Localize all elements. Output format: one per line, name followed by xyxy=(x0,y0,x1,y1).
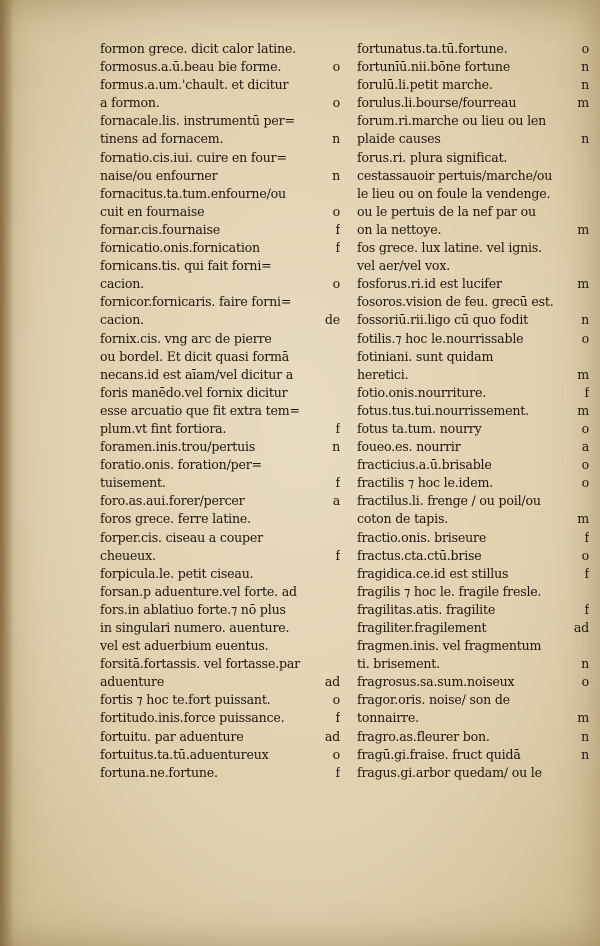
line-text: fragū.gi.fraise. fruct quidā xyxy=(357,746,521,762)
grammar-marker: m xyxy=(577,366,589,382)
text-line xyxy=(357,529,589,547)
grammar-marker: ad xyxy=(573,620,589,635)
grammar-marker: m xyxy=(577,710,589,726)
text-line xyxy=(100,402,340,420)
line-text: on la nettoye. xyxy=(357,221,442,237)
grammar-marker: m xyxy=(577,95,589,111)
line-text: fragus.gi.arbor quedam/ ou le xyxy=(357,764,542,780)
text-line xyxy=(100,366,340,384)
grammar-marker: ad xyxy=(324,728,340,744)
grammar-marker: f xyxy=(584,601,589,617)
line-text: vel aer/vel vox. xyxy=(357,258,451,274)
text-line xyxy=(100,293,340,311)
grammar-marker: o xyxy=(332,59,340,75)
line-text: formon grece. dicit calor latine. xyxy=(100,41,296,56)
text-line xyxy=(100,673,340,691)
grammar-marker: n xyxy=(581,59,589,75)
line-text: in singulari numero. auenture. xyxy=(100,620,290,635)
line-text: fractilis ⁊ hoc le.idem. xyxy=(357,475,494,491)
grammar-marker: n xyxy=(581,728,589,744)
line-text: cacion. xyxy=(100,276,144,292)
line-text: fragilis ⁊ hoc le. fragile fresle. xyxy=(357,583,542,599)
text-line xyxy=(100,203,340,221)
line-text: fotiniani. sunt quidam xyxy=(357,348,494,364)
grammar-marker: o xyxy=(581,420,589,436)
text-line xyxy=(100,583,340,601)
line-text: forum.ri.marche ou lieu ou len xyxy=(357,113,547,129)
line-text: fragor.oris. noise/ son de xyxy=(357,692,510,708)
text-line xyxy=(357,76,589,94)
line-text: fornacitus.ta.tum.enfourne/ou xyxy=(100,185,286,201)
grammar-marker: m xyxy=(577,276,589,292)
grammar-marker: m xyxy=(577,402,589,418)
line-text: fornatio.cis.iui. cuire en four= xyxy=(100,149,287,165)
line-text: ou le pertuis de la nef par ou xyxy=(357,203,536,219)
text-line xyxy=(357,384,589,402)
line-text: foramen.inis.trou/pertuis xyxy=(100,439,256,455)
line-text: fosforus.ri.id est lucifer xyxy=(357,276,502,292)
text-line xyxy=(100,420,340,438)
text-line xyxy=(100,348,340,366)
text-line xyxy=(357,221,589,239)
grammar-marker: o xyxy=(581,41,589,56)
text-line xyxy=(100,275,340,293)
line-text: aduenture xyxy=(100,674,165,690)
text-line xyxy=(100,728,340,746)
line-text: foro.as.aui.forer/percer xyxy=(100,493,245,509)
grammar-marker: n xyxy=(581,77,589,93)
text-line xyxy=(100,76,340,94)
text-line xyxy=(100,746,340,764)
line-text: fortuitu. par aduenture xyxy=(100,728,244,744)
text-line xyxy=(100,619,340,637)
line-text: plum.vt fint fortiora. xyxy=(100,420,227,436)
line-text: fotus ta.tum. nourry xyxy=(357,420,482,436)
text-line xyxy=(357,130,589,148)
line-text: formus.a.um.'chault. et dicitur xyxy=(100,77,289,93)
line-text: fornacale.lis. instrumentū per= xyxy=(100,113,295,129)
text-line xyxy=(100,709,340,727)
line-text: a formon. xyxy=(100,95,160,111)
grammar-marker: f xyxy=(335,547,340,563)
line-text: fornicans.tis. qui fait forni= xyxy=(100,258,272,274)
line-text: fractio.onis. briseure xyxy=(357,529,487,545)
line-text: fortitudo.inis.force puissance. xyxy=(100,710,285,726)
grammar-marker: n xyxy=(581,131,589,147)
line-text: fortis ⁊ hoc te.fort puissant. xyxy=(100,692,271,708)
text-line xyxy=(100,547,340,565)
line-text: tonnairre. xyxy=(357,710,419,726)
line-text: plaide causes xyxy=(357,131,441,147)
line-text: tinens ad fornacem. xyxy=(100,131,224,147)
line-text: fragilitas.atis. fragilite xyxy=(357,601,496,617)
grammar-marker: n xyxy=(581,746,589,762)
line-text: fortunatus.ta.tū.fortune. xyxy=(357,41,508,56)
text-line xyxy=(100,112,340,130)
text-line xyxy=(357,40,589,58)
text-line xyxy=(100,691,340,709)
text-line xyxy=(357,185,589,203)
grammar-marker: o xyxy=(581,674,589,690)
line-text: fors.in ablatiuo forte.⁊ nō plus xyxy=(100,601,286,617)
line-text: fornar.cis.fournaise xyxy=(100,221,221,237)
text-line xyxy=(357,203,589,221)
line-text: cacion. xyxy=(100,312,144,328)
line-text: fotus.tus.tui.nourrissement. xyxy=(357,402,529,418)
text-line xyxy=(357,691,589,709)
text-line xyxy=(357,293,589,311)
grammar-marker: m xyxy=(577,511,589,527)
text-line xyxy=(100,384,340,402)
grammar-marker: a xyxy=(332,493,340,509)
text-line xyxy=(357,510,589,528)
text-line xyxy=(357,673,589,691)
text-line xyxy=(357,112,589,130)
grammar-marker: n xyxy=(581,656,589,672)
line-text: fornicatio.onis.fornication xyxy=(100,240,260,256)
line-text: forsan.p aduenture.vel forte. ad xyxy=(100,583,297,599)
line-text: fotio.onis.nourriture. xyxy=(357,384,487,400)
grammar-marker: o xyxy=(581,475,589,491)
line-text: fotilis.⁊ hoc le.nourrissable xyxy=(357,330,524,346)
grammar-marker: f xyxy=(335,221,340,237)
grammar-marker: f xyxy=(335,240,340,256)
grammar-marker: ad xyxy=(324,674,340,690)
line-text: forpicula.le. petit ciseau. xyxy=(100,565,254,581)
text-line xyxy=(357,746,589,764)
grammar-marker: o xyxy=(332,95,340,111)
grammar-marker: de xyxy=(324,312,340,328)
text-line xyxy=(100,257,340,275)
text-line xyxy=(357,348,589,366)
grammar-marker: o xyxy=(332,746,340,762)
grammar-marker: f xyxy=(584,384,589,400)
line-text: fortuitus.ta.tū.aduentureux xyxy=(100,746,269,762)
grammar-marker: f xyxy=(584,529,589,545)
line-text: forulū.li.petit marche. xyxy=(357,77,493,93)
line-text: fracticius.a.ū.brisable xyxy=(357,457,492,473)
text-line xyxy=(357,330,589,348)
grammar-marker: n xyxy=(332,167,340,183)
text-line xyxy=(100,655,340,673)
text-line xyxy=(100,221,340,239)
page-gutter-shadow xyxy=(0,0,14,946)
text-line xyxy=(100,130,340,148)
text-line xyxy=(357,311,589,329)
line-text: foris manēdo.vel fornix dicitur xyxy=(100,384,288,400)
text-line xyxy=(100,185,340,203)
line-text: fortunīū.nii.bōne fortune xyxy=(357,59,511,75)
text-line xyxy=(357,94,589,112)
text-line xyxy=(100,330,340,348)
text-line xyxy=(100,94,340,112)
line-text: foueo.es. nourrir xyxy=(357,439,461,455)
line-text: forsitā.fortassis. vel fortasse.par xyxy=(100,656,300,672)
text-line xyxy=(357,239,589,257)
text-line xyxy=(100,474,340,492)
line-text: fossoriū.rii.ligo cū quo fodit xyxy=(357,312,529,328)
text-line xyxy=(100,438,340,456)
text-line xyxy=(100,565,340,583)
line-text: forper.cis. ciseau a couper xyxy=(100,529,263,545)
line-text: foratio.onis. foration/per= xyxy=(100,457,262,473)
line-text: naise/ou enfourner xyxy=(100,167,218,183)
grammar-marker: a xyxy=(581,439,589,455)
line-text: ti. brisement. xyxy=(357,656,440,672)
grammar-marker: f xyxy=(335,475,340,491)
line-text: fragrosus.sa.sum.noiseux xyxy=(357,674,515,690)
grammar-marker: n xyxy=(332,131,340,147)
text-line xyxy=(357,547,589,565)
text-line xyxy=(100,40,340,58)
text-line xyxy=(100,492,340,510)
line-text: fragmen.inis. vel fragmentum xyxy=(357,638,542,654)
line-text: heretici. xyxy=(357,366,409,382)
text-line xyxy=(357,257,589,275)
line-text: fornix.cis. vng arc de pierre xyxy=(100,330,272,346)
line-text: cuit en fournaise xyxy=(100,203,205,219)
grammar-marker: o xyxy=(332,692,340,708)
line-text: forulus.li.bourse/fourreau xyxy=(357,95,517,111)
line-text: cestassauoir pertuis/marche/ou xyxy=(357,167,553,183)
line-text: fragiliter.fragilement xyxy=(357,620,487,635)
text-line xyxy=(357,728,589,746)
line-text: fortuna.ne.fortune. xyxy=(100,764,218,780)
line-text: forus.ri. plura significat. xyxy=(357,149,508,165)
text-line xyxy=(357,583,589,601)
text-line xyxy=(357,709,589,727)
grammar-marker: f xyxy=(335,420,340,436)
text-line xyxy=(357,438,589,456)
text-line xyxy=(100,239,340,257)
text-line xyxy=(357,366,589,384)
grammar-marker: o xyxy=(581,547,589,563)
right-text-column xyxy=(357,40,589,782)
grammar-marker: n xyxy=(581,312,589,328)
line-text: fornicor.fornicaris. faire forni= xyxy=(100,294,292,310)
grammar-marker: o xyxy=(332,276,340,292)
left-text-column xyxy=(100,40,340,782)
text-line xyxy=(100,58,340,76)
text-line xyxy=(100,167,340,185)
text-line xyxy=(357,58,589,76)
line-text: le lieu ou on foule la vendenge. xyxy=(357,185,551,201)
grammar-marker: f xyxy=(335,710,340,726)
text-line xyxy=(100,510,340,528)
text-line xyxy=(100,529,340,547)
text-line xyxy=(357,637,589,655)
text-line xyxy=(100,149,340,167)
text-line xyxy=(357,619,589,637)
grammar-marker: n xyxy=(332,439,340,455)
line-text: tuisement. xyxy=(100,475,166,491)
grammar-marker: o xyxy=(581,457,589,473)
text-line xyxy=(100,311,340,329)
line-text: necans.id est aīam/vel dicitur a xyxy=(100,366,294,382)
line-text: formosus.a.ū.beau bie forme. xyxy=(100,59,282,75)
line-text: foros grece. ferre latine. xyxy=(100,511,251,527)
text-line xyxy=(357,167,589,185)
line-text: fragro.as.fleurer bon. xyxy=(357,728,490,744)
line-text: fractus.cta.ctū.brise xyxy=(357,547,482,563)
line-text: fosoros.vision de feu. grecū est. xyxy=(357,294,554,310)
text-line xyxy=(357,456,589,474)
text-line xyxy=(357,764,589,782)
line-text: esse arcuatio que fit extra tem= xyxy=(100,402,300,418)
line-text: coton de tapis. xyxy=(357,511,449,527)
text-line xyxy=(357,402,589,420)
text-line xyxy=(100,764,340,782)
line-text: fos grece. lux latine. vel ignis. xyxy=(357,240,542,256)
grammar-marker: f xyxy=(335,764,340,780)
text-line xyxy=(357,474,589,492)
text-line xyxy=(357,601,589,619)
line-text: cheueux. xyxy=(100,547,156,563)
text-line xyxy=(100,456,340,474)
grammar-marker: m xyxy=(577,221,589,237)
line-text: fractilus.li. frenge / ou poil/ou xyxy=(357,493,541,509)
text-line xyxy=(357,420,589,438)
line-text: fragidica.ce.id est stillus xyxy=(357,565,509,581)
grammar-marker: f xyxy=(584,565,589,581)
text-line xyxy=(357,565,589,583)
text-line xyxy=(100,601,340,619)
text-line xyxy=(357,655,589,673)
line-text: ou bordel. Et dicit quasi formā xyxy=(100,348,290,364)
grammar-marker: o xyxy=(581,330,589,346)
text-line xyxy=(100,637,340,655)
line-text: vel est aduerbium euentus. xyxy=(100,638,269,654)
text-line xyxy=(357,149,589,167)
text-line xyxy=(357,492,589,510)
grammar-marker: o xyxy=(332,203,340,219)
text-line xyxy=(357,275,589,293)
